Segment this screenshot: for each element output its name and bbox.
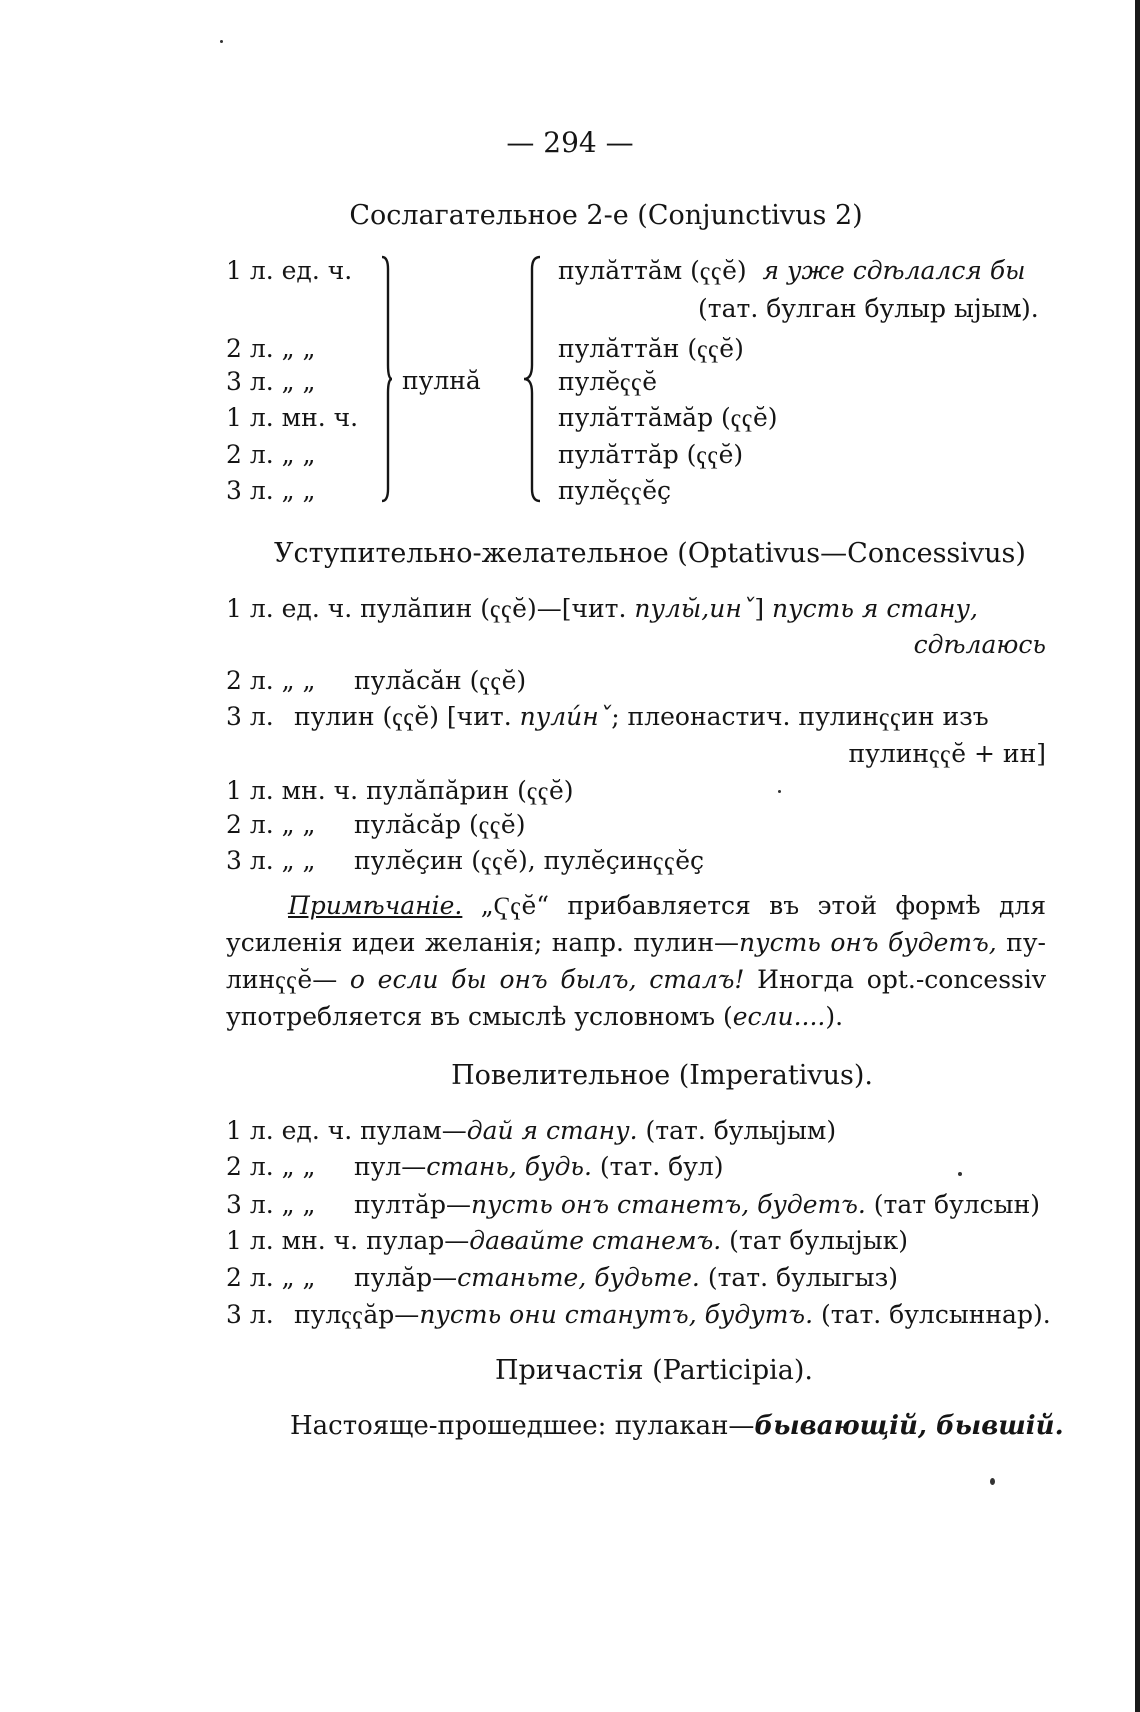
opt-line-1sg-cont: сдѣлаюсь [913,630,1046,659]
conj-form-3pl: пулĕҁҁĕҫ [558,476,672,505]
conj-person-1sg: 1 л. ед. ч. [226,256,353,285]
page-number: — 294 — [506,126,634,159]
conj-stem: пулнă [402,366,481,395]
conjunctivus-heading: Сослагательное 2-е (Conjunctivus 2) [349,200,863,231]
imp-line-1pl: 1 л. мн. ч. пулар—давайте станемъ. (тат булыјык) [226,1226,908,1255]
opt-line-1pl: 1 л. мн. ч. пулăпăрин (ҁҁĕ) [226,776,574,805]
note-paragraph: Примѣчаніе. „Ҁҁĕ“ прибавляется въ этой формѣ для усиленія идеи желанія; напр. пулин—пусть онъ будетъ, пу-линҁҁĕ— о если бы онъ былъ, сталъ! Иногда opt.-concessiv употребляется въ смыслѣ условномъ (если....). [226,891,1047,1031]
conj-person-2sg: 2 л. „ „ [226,334,316,363]
conj-form-1sg: пулăттăм (ҁҁĕ) я уже сдѣлался бы [558,256,1026,285]
conj-person-3sg: 3 л. „ „ [226,367,316,396]
conj-person-3pl: 3 л. „ „ [226,476,316,505]
imp-line-1sg: 1 л. ед. ч. пулам—дай я стану. (тат. булыјым) [226,1116,837,1145]
imp-line-2pl: 2 л. „ „ пулăр—станьте, будьте. (тат. булыгыз) [226,1263,898,1292]
note-label: Примѣчаніе. [288,891,463,920]
opt-line-2sg: 2 л. „ „ пулăсăн (ҁҁĕ) [226,666,527,695]
participle-line: Настояще-прошедшее: пулакан—бывающій, бывшій. [290,1411,1064,1441]
imp-line-2sg: 2 л. „ „ пул—стань, будь. (тат. бул) [226,1152,724,1181]
opt-line-3sg: 3 л. пулин (ҁҁĕ) [чит. пули́нˇ; плеонастич. пулинҁҁин изъ [226,702,989,731]
imp-line-3pl: 3 л. пулҁҁăр—пусть они станутъ, будутъ. (тат. булсыннар). [226,1300,1051,1329]
left-curly-brace [522,255,542,503]
conj-form-2pl: пулăттăр (ҁҁĕ) [558,440,744,469]
conj-form-1sg-tatar: (тат. булган булыр ыјым). [698,294,1039,323]
imperativus-heading: Повелительное (Imperativus). [451,1060,873,1091]
opt-line-3sg-cont: пулинҁҁĕ + ин] [848,739,1046,768]
page-edge-line [1135,0,1140,1712]
conj-form-1pl: пулăттăмăр (ҁҁĕ) [558,403,778,432]
opt-line-1sg: 1 л. ед. ч. пулăпин (ҁҁĕ)—[чит. пулы̆,инˇ] пусть я стану, [226,594,978,623]
imp-line-3sg: 3 л. „ „ пултăр—пусть онъ станетъ, будетъ. (тат булсын) [226,1190,1040,1219]
conj-form-3sg: пулĕҁҁĕ [558,367,658,396]
optativus-heading: Уступительно-желательное (Optativus—Concessivus) [274,538,1026,569]
opt-line-3pl: 3 л. „ „ пулĕҫин (ҁҁĕ), пулĕҫинҁҁĕҫ [226,846,705,875]
conj-person-2pl: 2 л. „ „ [226,440,316,469]
right-curly-brace [380,255,392,503]
opt-line-2pl: 2 л. „ „ пулăсăр (ҁҁĕ) [226,810,526,839]
conj-person-1pl: 1 л. мн. ч. [226,403,359,432]
conj-form-2sg: пулăттăн (ҁҁĕ) [558,334,744,363]
participia-heading: Причастія (Participia). [495,1355,813,1386]
